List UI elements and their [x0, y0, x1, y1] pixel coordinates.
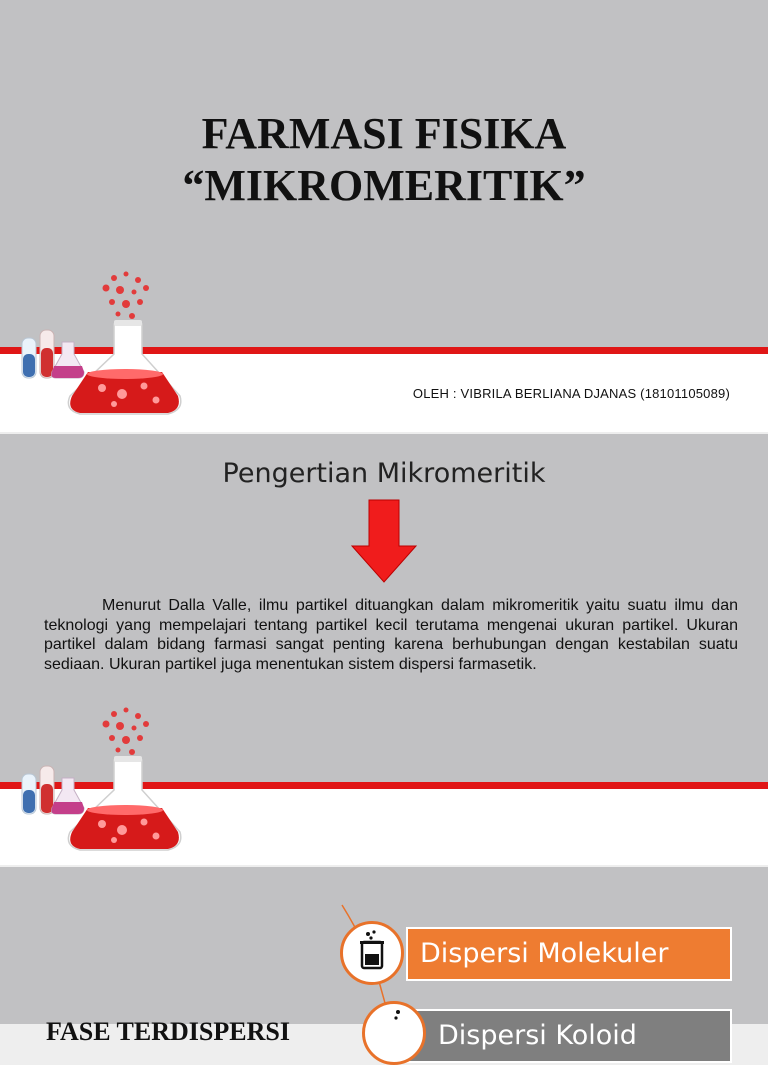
- dispersi-molekuler-box: Dispersi Molekuler: [406, 927, 732, 981]
- test-tubes-icon: [22, 330, 84, 378]
- title-line-2: “MIKROMERITIK”: [182, 161, 586, 210]
- beaker-icon: [340, 921, 404, 985]
- slide-title-text: [0, 108, 768, 212]
- title-line-1: FARMASI FISIKA: [201, 109, 567, 158]
- beaker-icon: [362, 1001, 426, 1065]
- slide-definition: [0, 434, 768, 865]
- slide-title: [0, 0, 768, 432]
- test-tubes-icon: [22, 766, 84, 814]
- definition-paragraph: Menurut Dalla Valle, ilmu partikel dituangkan dalam mikromeritik yaitu suatu ilmu dan teknologi yang mempelajari tentang partikel kecil terutama mengenai ukuran partikel. Ukuran partikel dalam bidang farmasi sangat penting karena berhubungan dengan kestabilan suatu sediaan. Ukuran partikel juga menentukan sistem dispersi farmasetik.: [44, 597, 738, 673]
- lab-flask-icon: [18, 704, 190, 856]
- down-arrow-icon: [349, 498, 419, 584]
- lab-flask-icon: [18, 268, 190, 420]
- author-line: OLEH : VIBRILA BERLIANA DJANAS (18101105089): [412, 386, 730, 401]
- fase-terdispersi-label: FASE TERDISPERSI: [46, 1017, 290, 1046]
- dispersi-koloid-box: Dispersi Koloid: [406, 1009, 732, 1063]
- section-heading: Pengertian Mikromeritik: [222, 458, 546, 489]
- slide-dispersion: [0, 867, 768, 1051]
